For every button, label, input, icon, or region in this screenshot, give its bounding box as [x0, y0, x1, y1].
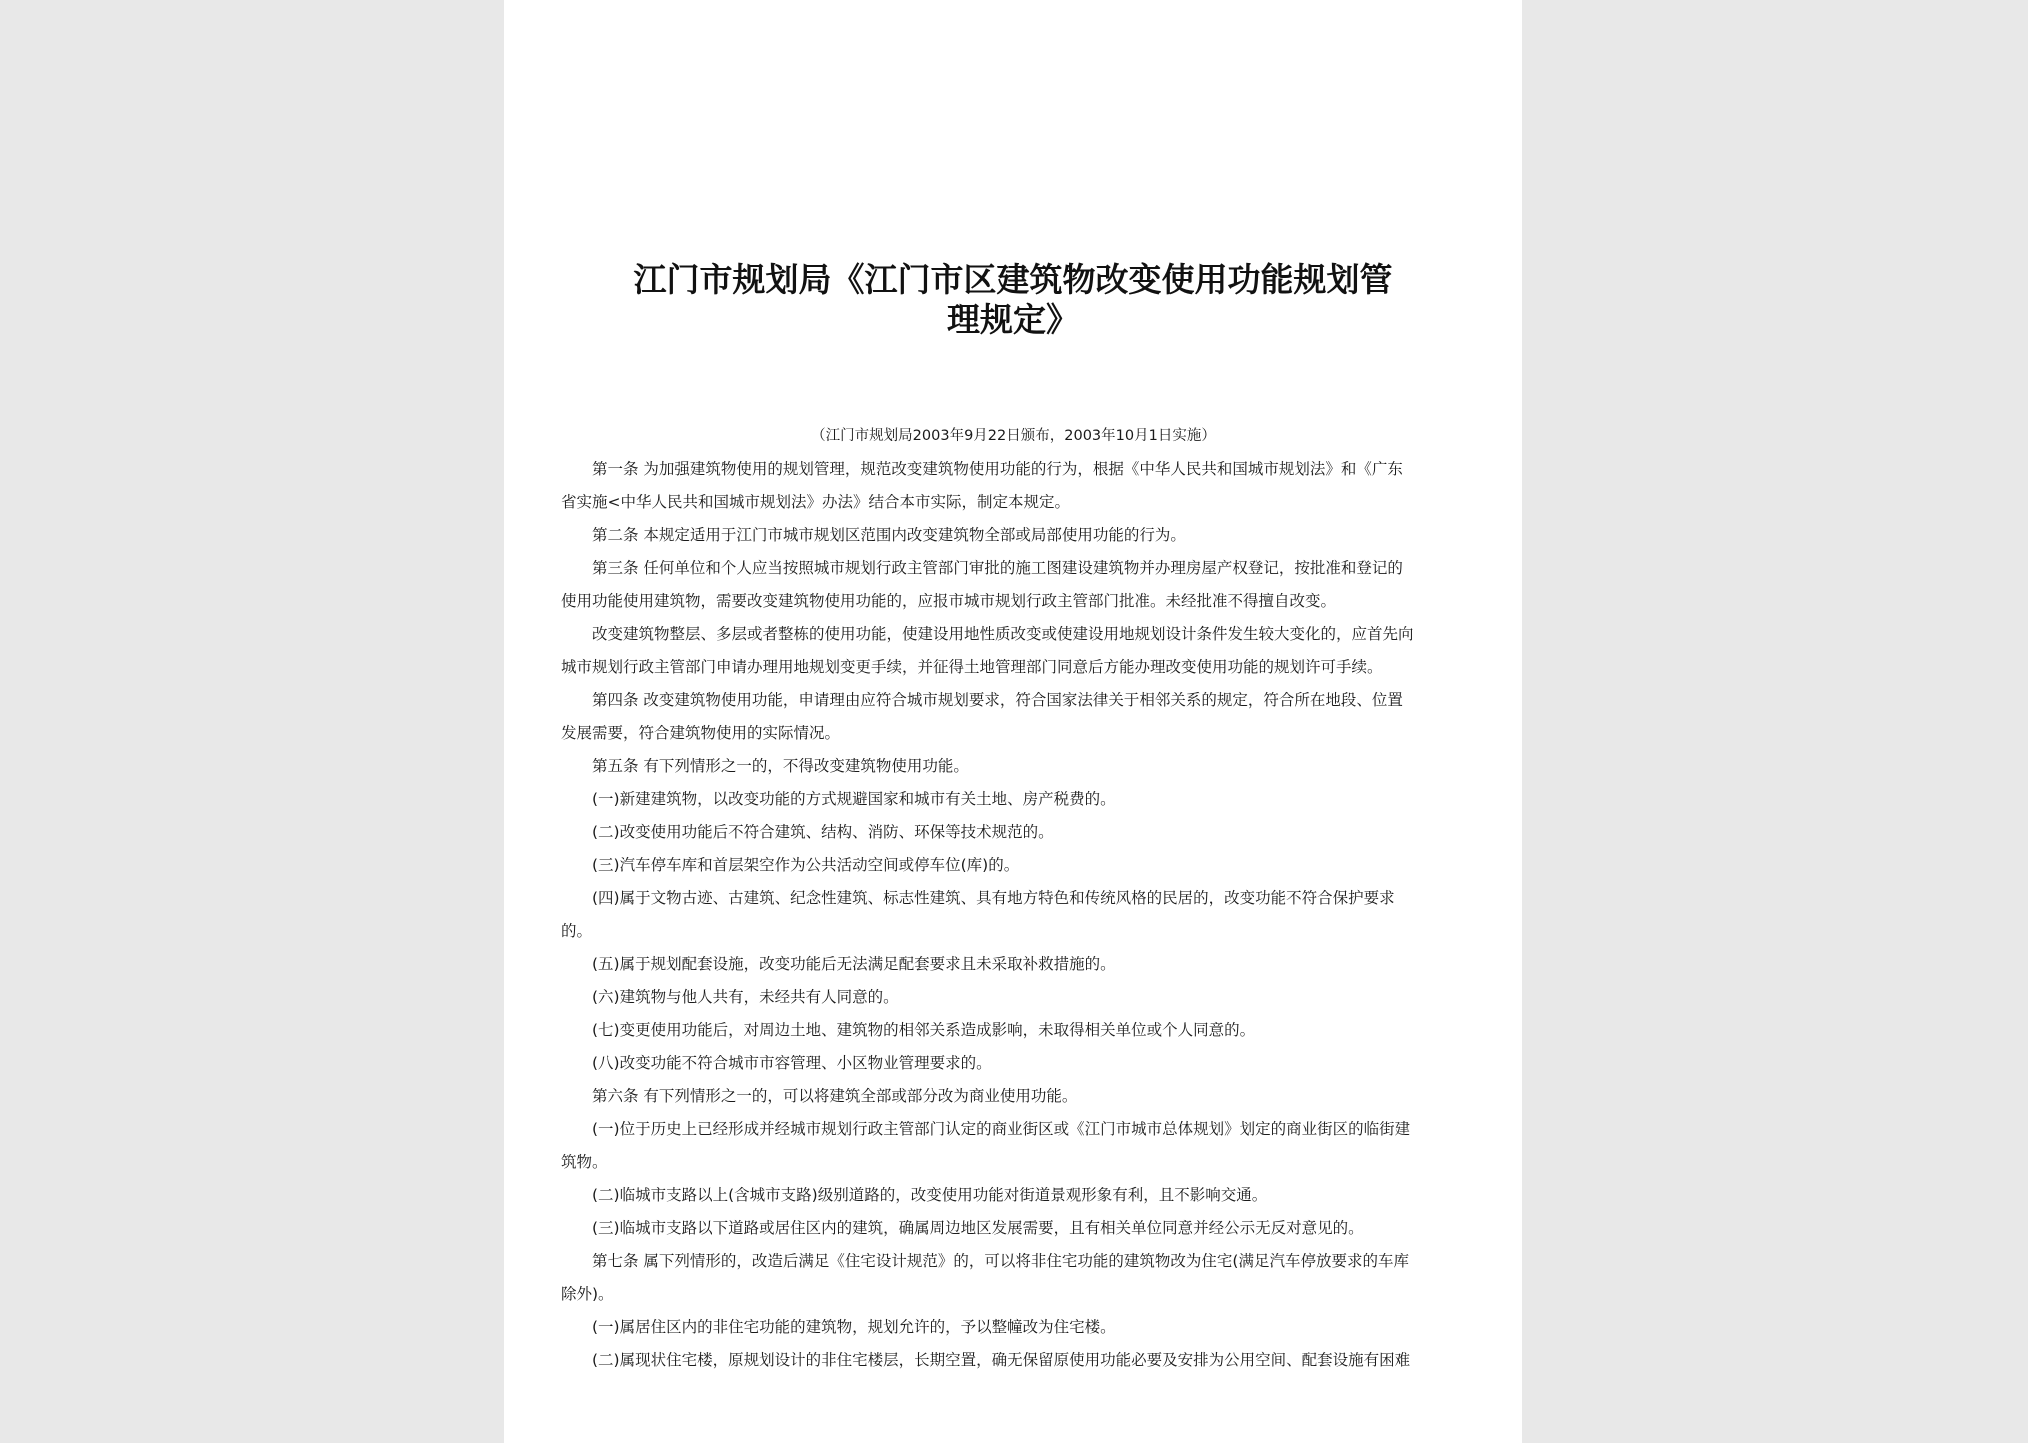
document-body	[561, 420, 1466, 1377]
text-line: (一)新建建筑物，以改变功能的方式规避国家和城市有关土地、房产税费的。	[592, 790, 1116, 808]
text-line: (一)属居住区内的非住宅功能的建筑物，规划允许的，予以整幢改为住宅楼。	[592, 1318, 1116, 1336]
text-line: 第一条 为加强建筑物使用的规划管理，规范改变建筑物使用功能的行为，根据《中华人民共和国城市规划法》和《广东	[592, 460, 1403, 478]
text-line: 使用功能使用建筑物，需要改变建筑物使用功能的，应报市城市规划行政主管部门批准。未经批准不得擅自改变。	[561, 592, 1337, 610]
text-line: 省实施<中华人民共和国城市规划法》办法》结合本市实际，制定本规定。	[561, 493, 1070, 511]
text-line: 除外)。	[561, 1285, 614, 1303]
text-line: 城市规划行政主管部门申请办理用地规划变更手续，并征得土地管理部门同意后方能办理改变使用功能的规划许可手续。	[561, 658, 1383, 676]
text-line: (二)属现状住宅楼，原规划设计的非住宅楼层，长期空置，确无保留原使用功能必要及安排为公用空间、配套设施有困难	[592, 1351, 1411, 1369]
text-line: (二)改变使用功能后不符合建筑、结构、消防、环保等技术规范的。	[592, 823, 1054, 841]
text-line: (三)汽车停车库和首层架空作为公共活动空间或停车位(库)的。	[592, 856, 1020, 874]
text-line: (七)变更使用功能后，对周边土地、建筑物的相邻关系造成影响，未取得相关单位或个人同意的。	[592, 1021, 1256, 1039]
title-line-1: 江门市规划局《江门市区建筑物改变使用功能规划管	[633, 260, 1393, 299]
document-title	[504, 260, 1522, 340]
text-line: 筑物。	[561, 1153, 608, 1171]
text-line: (四)属于文物古迹、古建筑、纪念性建筑、标志性建筑、具有地方特色和传统风格的民居的，改变功能不符合保护要求	[592, 889, 1395, 907]
text-line: 第二条 本规定适用于江门市城市规划区范围内改变建筑物全部或局部使用功能的行为。	[592, 526, 1186, 544]
text-line: 第四条 改变建筑物使用功能，申请理由应符合城市规划要求，符合国家法律关于相邻关系的规定，符合所在地段、位置	[592, 691, 1403, 709]
text-line: 第五条 有下列情形之一的，不得改变建筑物使用功能。	[592, 757, 969, 775]
text-line: (三)临城市支路以下道路或居住区内的建筑，确属周边地区发展需要，且有相关单位同意并经公示无反对意见的。	[592, 1219, 1364, 1237]
title-line-2: 理规定》	[947, 300, 1079, 339]
text-line: (六)建筑物与他人共有，未经共有人同意的。	[592, 988, 899, 1006]
text-line: 发展需要，符合建筑物使用的实际情况。	[561, 724, 841, 742]
text-line: (二)临城市支路以上(含城市支路)级别道路的，改变使用功能对街道景观形象有利，且不影响交通。	[592, 1186, 1268, 1204]
text-line: (八)改变功能不符合城市市容管理、小区物业管理要求的。	[592, 1054, 992, 1072]
text-line: (一)位于历史上已经形成并经城市规划行政主管部门认定的商业街区或《江门市城市总体规划》划定的商业街区的临街建	[592, 1120, 1411, 1138]
text-line: 第三条 任何单位和个人应当按照城市规划行政主管部门审批的施工图建设建筑物并办理房屋产权登记，按批准和登记的	[592, 559, 1403, 577]
text-line: (五)属于规划配套设施，改变功能后无法满足配套要求且未采取补救措施的。	[592, 955, 1116, 973]
text-line: 的。	[561, 922, 593, 940]
text-line: 第七条 属下列情形的，改造后满足《住宅设计规范》的，可以将非住宅功能的建筑物改为住宅(满足汽车停放要求的车库	[592, 1252, 1409, 1270]
text-line: 改变建筑物整层、多层或者整栋的使用功能，使建设用地性质改变或使建设用地规划设计条件发生较大变化的，应首先向	[592, 625, 1414, 643]
text-line: 第六条 有下列情形之一的，可以将建筑全部或部分改为商业使用功能。	[592, 1087, 1078, 1105]
document-subtitle: （江门市规划局2003年9月22日颁布，2003年10月1日实施）	[811, 428, 1216, 444]
document-page	[504, 0, 1522, 1443]
